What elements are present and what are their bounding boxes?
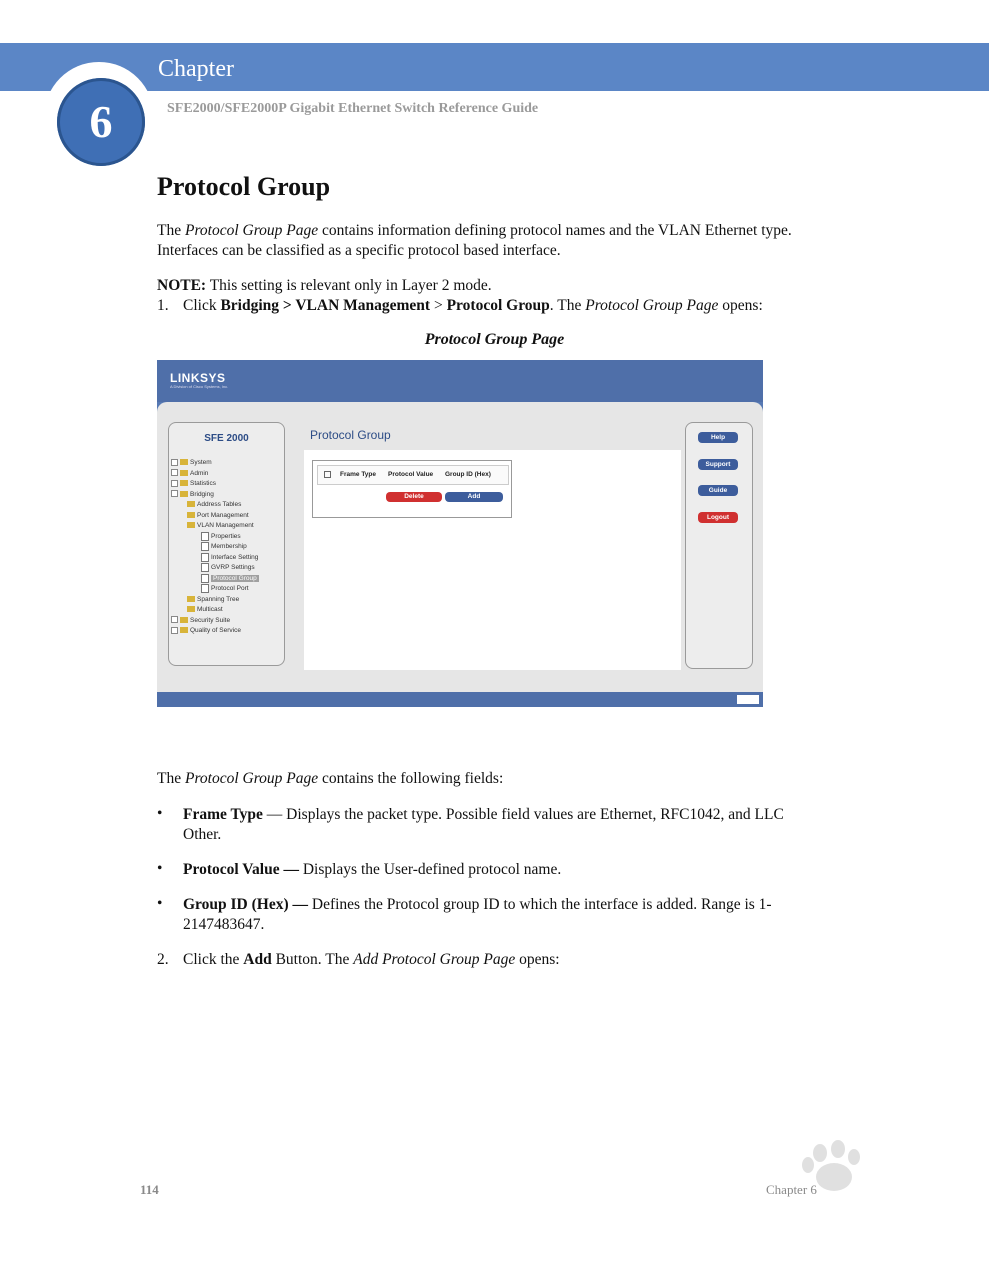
nav-item-protocol-group[interactable]: Protocol Group (201, 574, 259, 584)
bullet-mark: • (157, 860, 163, 877)
screenshot-header (157, 360, 763, 402)
nav-item-vlan-management[interactable]: VLAN Management (187, 521, 254, 531)
nav-item-interface-setting[interactable]: Interface Setting (201, 553, 258, 563)
content-panel (302, 422, 682, 670)
folder-icon (180, 491, 188, 497)
nav-item-properties[interactable]: Properties (201, 532, 241, 542)
folder-icon (187, 596, 195, 602)
select-all-checkbox[interactable] (324, 471, 331, 478)
folder-icon (180, 459, 188, 465)
nav-title: SFE 2000 (204, 433, 249, 444)
page-icon (201, 584, 209, 593)
linksys-logo-subtitle: A Division of Cisco Systems, Inc. (170, 384, 229, 389)
field-group-id: Group ID (Hex) — Defines the Protocol group ID to which the interface is added. Range is 1-2147483647. (183, 896, 772, 933)
page-icon (201, 574, 209, 583)
field-frame-type: Frame Type — Displays the packet type. Possible field values are Ethernet, RFC1042, and LLC Other. (183, 806, 784, 843)
fields-intro: The Protocol Group Page contains the following fields: (157, 770, 504, 787)
guide-title: SFE2000/SFE2000P Gigabit Ethernet Switch Reference Guide (167, 101, 539, 116)
col-frame-type: Frame Type (340, 471, 377, 478)
screenshot-footer (157, 692, 763, 707)
folder-icon (180, 617, 188, 623)
linksys-logo: LINKSYS (170, 371, 226, 385)
nav-item-system[interactable]: System (171, 458, 212, 468)
protocol-group-screenshot (157, 360, 763, 707)
delete-button[interactable]: Delete (386, 492, 442, 502)
figure-caption: Protocol Group Page (424, 331, 565, 348)
nav-item-port-management[interactable]: Port Management (187, 511, 249, 521)
support-button[interactable]: Support (698, 459, 738, 470)
nav-item-multicast[interactable]: Multicast (187, 605, 223, 615)
step-1: 1. Click Bridging > VLAN Management > Protocol Group. The Protocol Group Page opens: (157, 297, 763, 314)
cisco-logo-icon (737, 695, 759, 704)
protocol-group-table (312, 460, 512, 518)
footer-chapter: Chapter 6 (766, 1182, 817, 1197)
navigation-panel (168, 422, 285, 666)
folder-icon (180, 470, 188, 476)
guide-button[interactable]: Guide (698, 485, 738, 496)
col-group-id: Group ID (Hex) (445, 471, 491, 478)
nav-item-gvrp-settings[interactable]: GVRP Settings (201, 563, 255, 573)
nav-item-bridging[interactable]: Bridging (171, 490, 214, 500)
nav-item-spanning-tree[interactable]: Spanning Tree (187, 595, 239, 605)
folder-icon (180, 480, 188, 486)
page-icon (201, 553, 209, 562)
table-header (317, 465, 509, 485)
folder-icon (180, 627, 188, 633)
logout-button[interactable]: Logout (698, 512, 738, 523)
nav-item-statistics[interactable]: Statistics (171, 479, 216, 489)
nav-item-address-tables[interactable]: Address Tables (187, 500, 241, 510)
folder-icon (187, 512, 195, 518)
bullet-mark: • (157, 895, 163, 912)
add-button[interactable]: Add (445, 492, 503, 502)
nav-item-membership[interactable]: Membership (201, 542, 247, 552)
intro-paragraph: The Protocol Group Page contains information defining protocol names and the VLAN Ethernet type. Interfaces can be classified as a specific protocol based interface. (157, 222, 792, 259)
chapter-header-bar (0, 43, 989, 91)
section-title: Protocol Group (157, 172, 331, 201)
nav-item-security-suite[interactable]: Security Suite (171, 616, 230, 626)
folder-icon (187, 606, 195, 612)
nav-item-admin[interactable]: Admin (171, 469, 208, 479)
nav-item-quality-of-service[interactable]: Quality of Service (171, 626, 241, 636)
chapter-label: Chapter (158, 56, 234, 82)
col-protocol-value: Protocol Value (388, 471, 434, 478)
field-protocol-value: Protocol Value — Displays the User-defined protocol name. (183, 861, 562, 878)
screenshot-body (157, 402, 763, 692)
page-icon (201, 542, 209, 551)
page-icon (201, 532, 209, 541)
screenshot-page-title: Protocol Group (310, 428, 391, 442)
chapter-number-badge: 6 (57, 78, 145, 166)
step-2: 2. Click the Add Button. The Add Protocol Group Page opens: (157, 951, 560, 968)
content-area (304, 450, 681, 670)
help-button[interactable]: Help (698, 432, 738, 443)
page-number: 114 (140, 1182, 159, 1197)
folder-icon (187, 522, 195, 528)
watermark-logo-icon (700, 1135, 940, 1245)
folder-icon (187, 501, 195, 507)
note-paragraph: NOTE: This setting is relevant only in Layer 2 mode. (157, 277, 492, 294)
page-icon (201, 563, 209, 572)
help-panel (685, 422, 753, 669)
nav-item-protocol-port[interactable]: Protocol Port (201, 584, 249, 594)
bullet-mark: • (157, 805, 163, 822)
